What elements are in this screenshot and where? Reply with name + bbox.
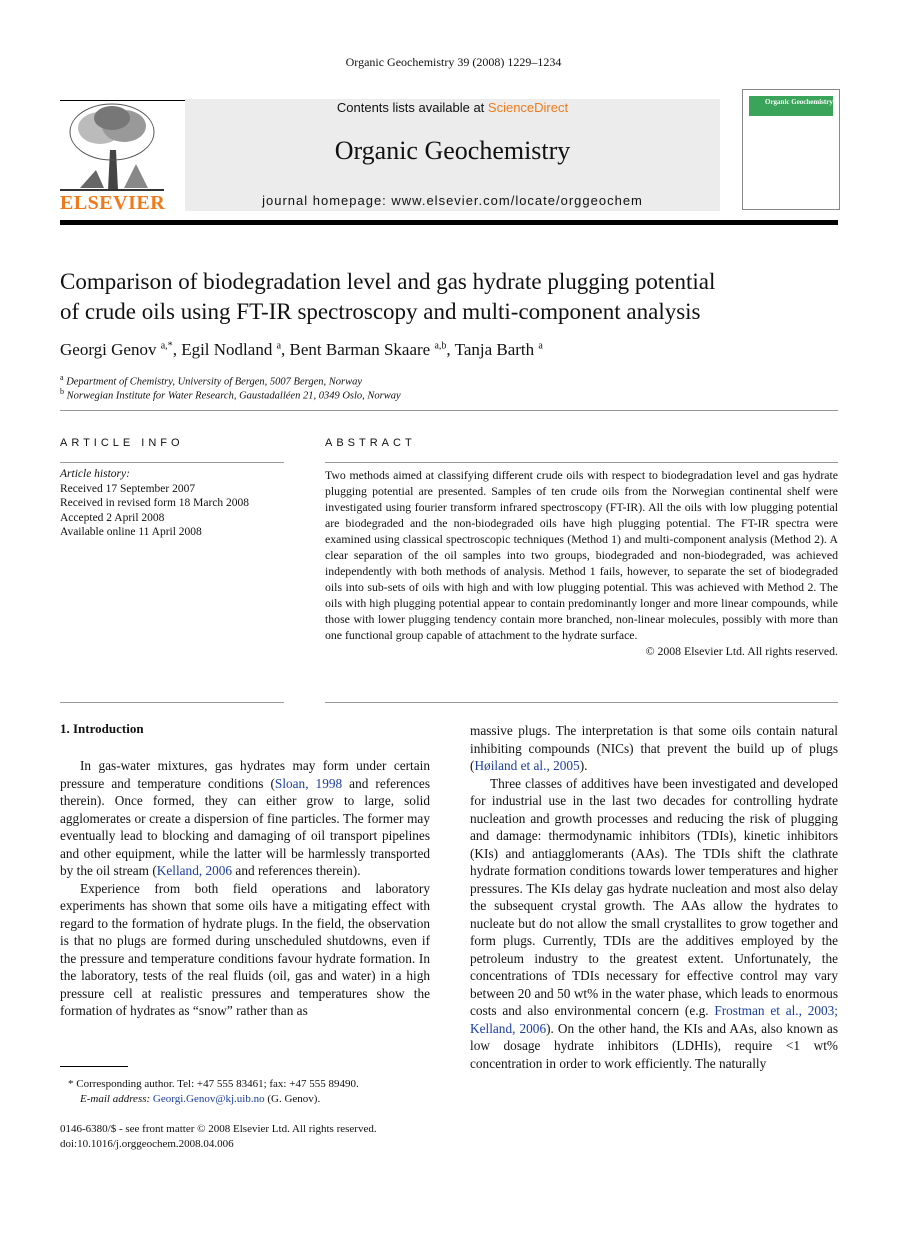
email-link[interactable]: Georgi.Genov@kj.uib.no — [152, 1093, 265, 1105]
left-column — [60, 757, 430, 1020]
copyright: © 2008 Elsevier Ltd. All rights reserved. — [645, 644, 838, 658]
abstract-heading: ABSTRACT — [325, 437, 416, 449]
author: Tanja Barth $^a$ — [454, 340, 543, 359]
doi-line[interactable]: doi:10.1016/j.orggeochem.2008.04.006 — [60, 1138, 234, 1150]
divider — [325, 462, 838, 463]
paragraph: Experience from both field operations and laboratory experiments has shown that some oils have a mitigating effect with regard to the formation of hydrate plugs. In the field, the observation is that no plugs are formed during unscheduled shutdowns, even if the pressure and temperature conditions favour hydrate formation. In the laboratory, tests of the real fluids (oil, gas and water) in a high pressure cell at realistic pressures and temperatures show the formation of hydrates as “snow” rather than as — [60, 880, 430, 1018]
section-heading: 1. Introduction — [60, 721, 144, 736]
cover-title: Organic Geochemistry — [765, 98, 833, 106]
author: Bent Barman Skaare $^{a,b}$, — [289, 340, 455, 359]
citation-link[interactable]: Kelland, 2006 — [156, 863, 233, 878]
divider — [60, 462, 284, 463]
citation-link[interactable]: Frostman et al., 2003; Kelland, 2006 — [470, 1003, 838, 1036]
history-label: Article history: — [60, 468, 130, 480]
history-item: Received in revised form 18 March 2008 — [60, 497, 250, 509]
right-column — [470, 722, 838, 1072]
author: Georgi Genov $^{a,*}$, — [60, 340, 182, 359]
article-title — [60, 267, 840, 327]
author-list — [60, 340, 840, 360]
header-rule — [60, 220, 838, 225]
article-history — [60, 467, 285, 540]
issn-line: 0146-6380/$ - see front matter © 2008 Elsevier Ltd. All rights reserved. — [60, 1123, 377, 1135]
title-line-1: Comparison of biodegradation level and gas hydrate plugging potential — [60, 269, 716, 294]
history-item: Available online 11 April 2008 — [60, 526, 202, 538]
divider — [325, 702, 838, 703]
history-item: Accepted 2 April 2008 — [60, 511, 165, 524]
divider — [60, 702, 284, 703]
paragraph: Three classes of additives have been investigated and developed for industrial use in the last two decades for controlling hydrate nucleation and growth processes and reducing the risk of plugging and damage: thermodynamic inhibitors (TDIs), kinetic inhibitors (KIs) and antiagglomerants (AAs). The TDIs shift the clathrate hydrate formation conditions towards lower temperatures and higher pressures. The KIs delay gas hydrate nucleation and most also delay the subsequent crystal growth. The AAs allow the hydrates to nucleate but do not allow the small crystallites to grow together and form plugs. Currently, TDIs are the additives employed by the petroleum industry to the greatest extent. Unfortunately, the concentrations of TDIs necessary for effective control may vary between 20 and 50 wt% in the water phase, which leads to enormous costs and also environmental concern (e.g. Frostman et al., 2003; Kelland, 2006). On the other hand, the KIs and AAs, also known as low dosage hydrate inhibitors (LDHIs), require <1 wt% concentration in order to work efficiently. The naturally — [470, 775, 838, 1071]
paragraph: massive plugs. The interpretation is that some oils contain natural inhibiting compounds (NICs) that prevent the build up of plugs (Høiland et al., 2005). — [470, 723, 838, 773]
paragraph: In gas-water mixtures, gas hydrates may form under certain pressure and temperature conditions (Sloan, 1998 and references therein). Once formed, they can either grow to large, solid agglomerates or create a dispersion of fine particles. The former may eventually lead to blocking and damaging of oil transport pipelines and other equipment, while the latter will be harmlessly transported by the oil stream (Kelland, 2006 and references therein). — [60, 758, 431, 878]
tree-icon — [60, 100, 164, 192]
journal-title: Organic Geochemistry — [334, 136, 571, 165]
journal-reference: Organic Geochemistry 39 (2008) 1229–1234 — [345, 55, 562, 69]
article-info-heading: ARTICLE INFO — [60, 437, 184, 449]
abstract-text — [325, 467, 838, 659]
contents-line — [185, 100, 720, 115]
abstract-body: Two methods aimed at classifying different crude oils with respect to biodegradation level and gas hydrate plugging potential are presented. Samples of ten crude oils from the Norwegian continental shelf were investigated using fourier transform infrared spectroscopy (FT-IR). All the oils with low plugging potential are biodegraded and the non-biodegraded oils have high plugging potential. The FT-IR spectra were examined using classical spectroscopic techniques (Method 1) and multi-component analysis (Method 2). A clear separation of the oil samples into two groups, biodegraded and non-biodegraded, was achieved independently with both methods of analysis. Method 1 fails, however, to separate the set of biodegraded oils into sub-sets of oils with high and with low plugging potential. This was achieved with Method 2. The oils with high plugging potential appear to contain predominantly longer and more linear compounds, while those with lower plugging tendency contain more branched, non-linear molecules, possibly with more than one functional group capable of attachment to the hydrate surface. — [325, 468, 838, 642]
citation-link[interactable]: Høiland et al., 2005 — [474, 758, 580, 773]
footnote-rule — [60, 1066, 128, 1067]
history-item: Received 17 September 2007 — [60, 482, 196, 495]
affiliation: $^a$ Department of Chemistry, University of Bergen, 5007 Bergen, Norway — [60, 373, 362, 388]
title-line-2: of crude oils using FT-IR spectroscopy and multi-component analysis — [60, 299, 701, 324]
citation-link[interactable]: Sloan, 1998 — [274, 775, 343, 791]
sciencedirect-link[interactable]: ScienceDirect — [487, 100, 569, 115]
divider — [60, 410, 838, 411]
journal-homepage[interactable]: journal homepage: www.elsevier.com/locate/orggeochem — [262, 193, 643, 208]
author: Egil Nodland $^a$, — [181, 340, 290, 359]
corresponding-author: * Corresponding author. Tel: +47 555 83461; fax: +47 555 89490. — [68, 1078, 359, 1090]
email-line: E-mail address: Georgi.Genov@kj.uib.no (G. Genov). — [80, 1093, 321, 1105]
affiliation: $^b$ Norwegian Institute for Water Research, Gaustadalléen 21, 0349 Oslo, Norway — [60, 387, 401, 402]
contents-prefix: Contents lists available at — [336, 100, 488, 115]
elsevier-wordmark: ELSEVIER — [60, 192, 166, 214]
journal-cover-thumbnail — [742, 89, 840, 210]
